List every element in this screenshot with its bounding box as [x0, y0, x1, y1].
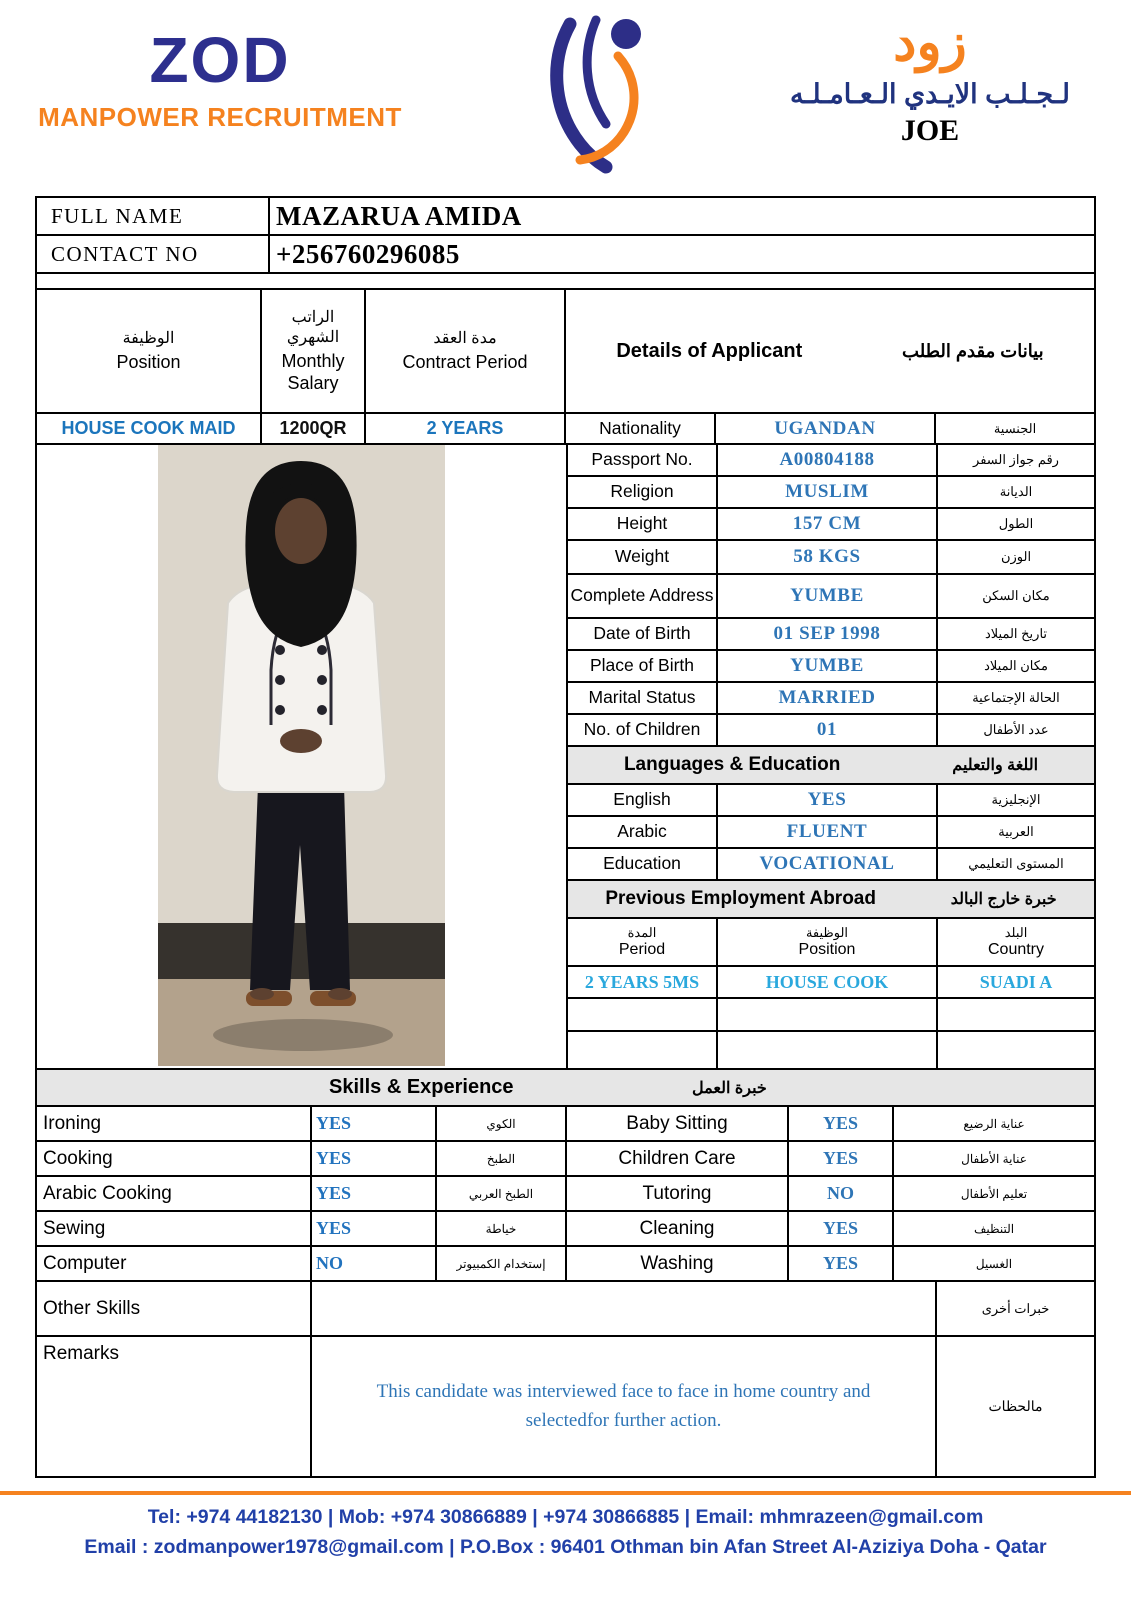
contract-value: 2 YEARS — [366, 414, 566, 443]
period-column-header — [568, 919, 718, 965]
height-label: Height — [568, 509, 718, 539]
photo-cell — [37, 445, 568, 1068]
footer-line2: Email : zodmanpower1978@gmail.com | P.O.Box : 96401 Othman bin Afan Street Al-Aziziya Doha - Qatar — [84, 1536, 1047, 1558]
skill-label: Ironing — [37, 1107, 312, 1140]
emp-position-label: Position — [798, 941, 856, 959]
position-value: HOUSE COOK MAID — [37, 414, 262, 443]
english-row — [568, 785, 1094, 817]
position-header — [37, 290, 262, 412]
address-row — [568, 575, 1094, 619]
dob-row — [568, 619, 1094, 651]
skill-value: YES — [312, 1142, 437, 1175]
weight-row — [568, 541, 1094, 575]
photo-and-details — [37, 445, 1094, 1070]
position-header-label: Position — [116, 351, 181, 372]
passport-row — [568, 445, 1094, 477]
details-title: Details of Applicant — [616, 339, 803, 362]
nationality-row — [566, 414, 1094, 443]
brand-subtitle: MANPOWER RECRUITMENT — [38, 102, 402, 132]
passport-arabic: رقم جواز السفر — [973, 452, 1059, 467]
employment-period: 2 YEARS 5MS — [568, 967, 718, 997]
contact-value: +256760296085 — [276, 238, 460, 269]
other-skills-value — [312, 1282, 937, 1335]
marital-value: MARRIED — [718, 683, 938, 713]
nationality-label: Nationality — [566, 414, 716, 443]
marital-arabic: الحالة الإجتماعية — [972, 690, 1060, 705]
arabic-brand-name: زود — [893, 14, 967, 72]
arabic-row — [568, 817, 1094, 849]
salary-value: 1200QR — [262, 414, 366, 443]
education-label: Education — [568, 849, 718, 879]
marital-row — [568, 683, 1094, 715]
full-name-row — [37, 198, 1094, 236]
arabic-arabic: العربية — [998, 824, 1034, 839]
skill-row-ironing — [37, 1107, 1094, 1142]
other-skills-label: Other Skills — [37, 1282, 312, 1335]
dob-label: Date of Birth — [568, 619, 718, 649]
education-value: VOCATIONAL — [718, 849, 938, 879]
skill-value: YES — [789, 1247, 894, 1280]
education-row — [568, 849, 1094, 881]
skill-row-computer — [37, 1247, 1094, 1282]
other-skills-row — [37, 1282, 1094, 1337]
children-row — [568, 715, 1094, 747]
skills-header — [37, 1070, 1094, 1107]
skill-value: NO — [312, 1247, 437, 1280]
contract-header-arabic: مدة العقد — [433, 329, 497, 347]
skill-label: Cleaning — [567, 1212, 789, 1245]
header — [0, 0, 1131, 196]
section-divider — [37, 274, 1094, 290]
applicant-form — [35, 196, 1096, 1478]
children-value: 01 — [718, 715, 938, 745]
emp-position-arabic: الوظيفة — [805, 924, 849, 940]
education-arabic: المستوى التعليمي — [968, 856, 1064, 871]
employment-columns-header — [568, 919, 1094, 967]
remarks-label: Remarks — [37, 1337, 312, 1476]
children-label: No. of Children — [568, 715, 718, 745]
arabic-brand-block — [765, 8, 1095, 148]
religion-value: MUSLIM — [718, 477, 938, 507]
languages-title-arabic: اللغة والتعليم — [952, 757, 1039, 774]
languages-education-header — [568, 747, 1094, 785]
country-arabic: البلد — [1004, 924, 1028, 940]
footer — [0, 1502, 1131, 1562]
position-column-header — [718, 919, 938, 965]
employment-position: HOUSE COOK — [718, 967, 938, 997]
country-column-header — [938, 919, 1094, 965]
skill-arabic: الغسيل — [975, 1256, 1013, 1271]
pob-value: YUMBE — [718, 651, 938, 681]
contract-header-label: Contract Period — [402, 351, 528, 372]
dob-arabic: تاريخ الميلاد — [984, 626, 1048, 641]
other-skills-arabic: خبرات أخرى — [981, 1300, 1050, 1316]
skill-value: YES — [789, 1142, 894, 1175]
languages-title: Languages & Education — [623, 754, 841, 775]
remarks-arabic: مالحظات — [988, 1398, 1043, 1414]
skill-arabic: الكوي — [437, 1107, 567, 1140]
remarks-text: This candidate was interviewed face to face in home country and selectedfor further action. — [312, 1337, 937, 1476]
height-value: 157 CM — [718, 509, 938, 539]
skill-label: Computer — [37, 1247, 312, 1280]
brand-block — [30, 8, 410, 133]
skill-arabic: التنظيف — [973, 1221, 1015, 1236]
employment-row — [568, 967, 1094, 999]
skill-arabic: عناية الأطفال — [961, 1151, 1027, 1166]
religion-row — [568, 477, 1094, 509]
candidate-photo — [158, 445, 445, 1066]
salary-header — [262, 290, 366, 412]
pob-row — [568, 651, 1094, 683]
skill-value: NO — [789, 1177, 894, 1210]
address-value: YUMBE — [718, 575, 938, 617]
english-arabic: الإنجليزية — [991, 792, 1041, 807]
skills-title-arabic: خبرة العمل — [692, 1080, 767, 1097]
pob-label: Place of Birth — [568, 651, 718, 681]
weight-label: Weight — [568, 541, 718, 573]
skill-value: YES — [312, 1107, 437, 1140]
passport-label: Passport No. — [568, 445, 718, 475]
country-label: Country — [987, 941, 1045, 959]
employment-title-arabic: خبرة خارج البالد — [950, 891, 1057, 908]
skills-title: Skills & Experience — [329, 1076, 514, 1098]
full-name-value: MAZARUA AMIDA — [276, 200, 522, 231]
skill-row-arabic-cooking — [37, 1177, 1094, 1212]
full-name-label: FULL NAME — [37, 198, 270, 234]
religion-arabic: الديانة — [999, 484, 1033, 499]
nationality-value: UGANDAN — [716, 414, 936, 443]
dob-value: 01 SEP 1998 — [718, 619, 938, 649]
skill-arabic: عناية الرضيع — [963, 1116, 1025, 1131]
skill-label: Sewing — [37, 1212, 312, 1245]
remarks-row — [37, 1337, 1094, 1476]
skill-value: YES — [789, 1212, 894, 1245]
religion-label: Religion — [568, 477, 718, 507]
skill-row-sewing — [37, 1212, 1094, 1247]
job-header-row — [37, 290, 1094, 414]
arabic-value: FLUENT — [718, 817, 938, 847]
weight-arabic: الوزن — [1000, 549, 1032, 564]
arabic-label: Arabic — [568, 817, 718, 847]
skill-arabic: إستخدام الكمبيوتر — [437, 1247, 567, 1280]
english-value: YES — [718, 785, 938, 815]
address-label: Complete Address — [568, 575, 718, 617]
english-label: English — [568, 785, 718, 815]
skill-row-cooking — [37, 1142, 1094, 1177]
skill-label: Cooking — [37, 1142, 312, 1175]
employment-row-empty — [568, 999, 1094, 1032]
skill-label: Arabic Cooking — [37, 1177, 312, 1210]
address-arabic: مكان السكن — [982, 588, 1050, 603]
weight-value: 58 KGS — [718, 541, 938, 573]
height-arabic: الطول — [998, 516, 1034, 531]
arabic-brand-subtitle: لـجـلـب الايـدي الـعـامـلـه — [790, 78, 1070, 109]
skill-arabic: تعليم الأطفال — [960, 1186, 1028, 1201]
employment-title: Previous Employment Abroad — [605, 888, 876, 909]
skill-arabic: الطبخ العربي — [437, 1177, 567, 1210]
skill-value: YES — [312, 1212, 437, 1245]
salary-header-arabic: الراتب الشهري — [286, 308, 340, 346]
passport-value: A00804188 — [718, 445, 938, 475]
period-label: Period — [618, 941, 666, 959]
contact-label: CONTACT NO — [37, 236, 270, 272]
job-value-row — [37, 414, 1094, 445]
children-arabic: عدد الأطفال — [983, 722, 1049, 737]
skill-arabic: الطبخ — [437, 1142, 567, 1175]
previous-employment-header — [568, 881, 1094, 919]
skill-value: YES — [789, 1107, 894, 1140]
skill-label: Children Care — [567, 1142, 789, 1175]
company-logo-icon — [512, 8, 664, 183]
brand-name: ZOD — [149, 24, 291, 96]
footer-line1: Tel: +974 44182130 | Mob: +974 30866889 | +974 30866885 | Email: mhmrazeen@gmail.com — [147, 1506, 984, 1528]
applicant-details — [568, 445, 1094, 1068]
position-header-arabic: الوظيفة — [122, 329, 175, 347]
salary-header-label: Monthly Salary — [281, 350, 345, 393]
details-title-arabic: بيانات مقدم الطلب — [902, 340, 1044, 361]
contact-row — [37, 236, 1094, 274]
employment-country: SUADI A — [979, 971, 1053, 992]
marital-label: Marital Status — [568, 683, 718, 713]
height-row — [568, 509, 1094, 541]
skill-label: Baby Sitting — [567, 1107, 789, 1140]
footer-divider — [0, 1491, 1131, 1495]
employment-row-empty — [568, 1032, 1094, 1068]
skill-value: YES — [312, 1177, 437, 1210]
skill-label: Washing — [567, 1247, 789, 1280]
details-of-applicant-header — [566, 290, 1094, 412]
nationality-arabic: الجنسية — [993, 420, 1037, 436]
agent-name: JOE — [900, 113, 960, 147]
skill-arabic: خياطة — [437, 1212, 567, 1245]
period-arabic: المدة — [627, 924, 657, 940]
skill-label: Tutoring — [567, 1177, 789, 1210]
contract-header — [366, 290, 566, 412]
pob-arabic: مكان الميلاد — [984, 658, 1048, 673]
